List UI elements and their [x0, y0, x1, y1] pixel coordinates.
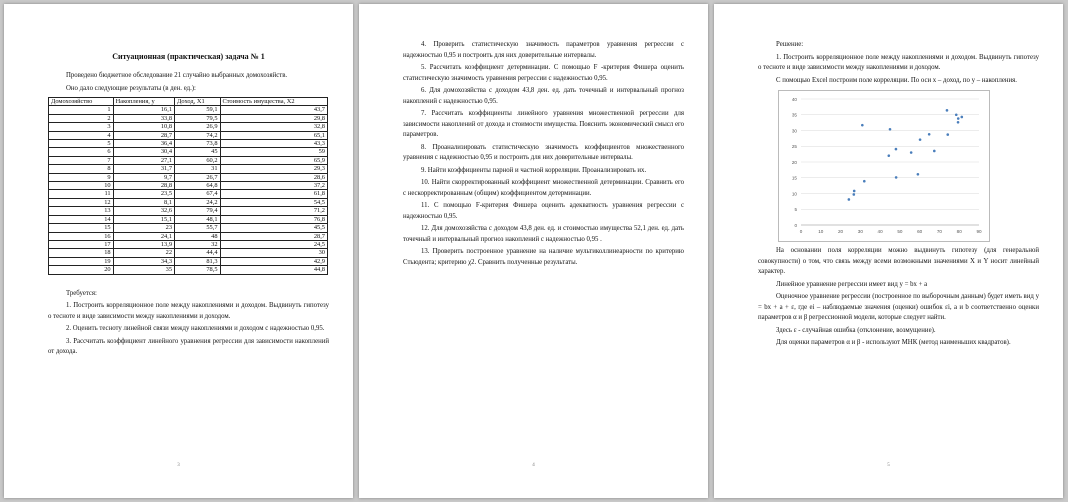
- table-cell: 43,7: [220, 106, 327, 114]
- table-cell: 10: [49, 182, 114, 190]
- table-cell: 28,8: [113, 182, 174, 190]
- table-row: [49, 173, 328, 181]
- table-cell: 24,5: [220, 240, 327, 248]
- table-cell: 2: [49, 114, 114, 122]
- data-point: [888, 154, 891, 157]
- table-cell: 55,7: [175, 224, 221, 232]
- table-cell: 64,8: [175, 182, 221, 190]
- table-cell: 30,4: [113, 148, 174, 156]
- data-point: [895, 148, 898, 151]
- table-row: [49, 106, 328, 114]
- table-cell: 76,8: [220, 215, 327, 223]
- table-header-cell: Доход, X1: [175, 98, 221, 106]
- page-3: [714, 4, 1063, 498]
- table-row: [49, 165, 328, 173]
- table-cell: 37,2: [220, 182, 327, 190]
- solution-title: Решение:: [776, 41, 804, 48]
- task-item: 7. Рассчитать коэффициенты линейного уравнения множественной регрессии для зависимости накоплений от дохода и стоимости имущества. Пояснить экономический смысл его параметров.: [403, 110, 684, 138]
- x-tick-label: 40: [877, 229, 883, 234]
- data-point: [933, 150, 936, 153]
- data-point: [957, 121, 960, 124]
- data-point: [863, 180, 866, 183]
- data-point: [919, 138, 922, 141]
- table-row: [49, 198, 328, 206]
- table-cell: 9,7: [113, 173, 174, 181]
- table-cell: 79,5: [175, 114, 221, 122]
- estimate-text: Оценочное уравнение регрессии (построенное по выборочным данным) будет иметь вид y = bx + a + ε, где ei – наблюдаемые значения (оценки) ошибок εi, а и b соответственно оценки параметров α и β регрессионной модели, которые следует найти.: [758, 293, 1039, 321]
- task-item: 11. С помощью F-критерия Фишера оценить адекватность уравнения регрессии с надежностью 0,95.: [403, 202, 684, 220]
- solution-step-1: 1. Построить корреляционное поле между накоплениями и доходом. Выдвинуть гипотезу о тесноте и виде зависимости между накоплениями и доходом.: [758, 53, 1039, 71]
- x-tick-label: 90: [976, 229, 982, 234]
- table-cell: 32,8: [220, 123, 327, 131]
- table-cell: 71,2: [220, 207, 327, 215]
- table-row: [49, 240, 328, 248]
- x-tick-label: 20: [837, 229, 844, 234]
- table-cell: 60,2: [175, 156, 221, 164]
- table-cell: 78,5: [175, 266, 221, 274]
- table-cell: 8,1: [113, 198, 174, 206]
- task-item: 6. Для домохозяйства с доходом 43,8 ден. ед. дать точечный и интервальный прогноз накоплений с надежностью 0,95.: [403, 87, 684, 105]
- data-point: [928, 133, 931, 136]
- table-cell: 65,1: [220, 131, 327, 139]
- task-item: 12. Для домохозяйства с доходом 43,8 ден. ед. и стоимостью имущества 52,1 ден. ед. дать точечный и интервальный прогноз накоплений с надежностью 0,95 .: [403, 225, 684, 243]
- table-cell: 59,1: [175, 106, 221, 114]
- table-cell: 17: [49, 240, 114, 248]
- data-point: [848, 198, 851, 201]
- y-tick-label: 15: [791, 175, 797, 181]
- requirement-1: 1. Построить корреляционное поле между накоплениями и доходом. Выдвинуть гипотезу о тесноте и виде зависимости между накоплениями и доходом.: [48, 302, 329, 320]
- table-cell: 48: [175, 232, 221, 240]
- hypothesis-text: На основании поля корреляции можно выдвинуть гипотезу (для генеральной совокупности) о том, что связь между всеми возможными значениями X и Y носит линейный характер.: [758, 247, 1039, 275]
- table-cell: 31,7: [113, 165, 174, 173]
- y-tick-label: 10: [791, 191, 797, 197]
- table-cell: 19: [49, 257, 114, 265]
- chart-svg: [779, 91, 989, 241]
- y-tick-label: 30: [791, 128, 797, 134]
- table-cell: 29,3: [220, 165, 327, 173]
- table-cell: 26,7: [175, 173, 221, 181]
- data-table: [48, 97, 328, 275]
- task-item: 8. Проанализировать статистическую значимость коэффициентов множественного уравнения с надежностью 0,95 и построить для них доверительные интервалы.: [403, 143, 684, 161]
- table-cell: 74,2: [175, 131, 221, 139]
- data-point: [853, 190, 856, 193]
- table-cell: 28,6: [220, 173, 327, 181]
- table-cell: 30: [220, 249, 327, 257]
- table-cell: 12: [49, 198, 114, 206]
- table-cell: 33,8: [113, 114, 174, 122]
- table-cell: 18: [49, 249, 114, 257]
- table-cell: 45,5: [220, 224, 327, 232]
- page-number: 3: [177, 463, 180, 468]
- ols-text: Для оценки параметров α и β - используют МНК (метод наименьших квадратов).: [776, 339, 1011, 346]
- table-cell: 13: [49, 207, 114, 215]
- table-cell: 32,6: [113, 207, 174, 215]
- task-item: 10. Найти скорректированный коэффициент множественной детерминации. Сравнить его с нескорректированным (общим) коэффициентом детерминации.: [403, 179, 684, 197]
- table-cell: 6: [49, 148, 114, 156]
- data-point: [955, 113, 958, 116]
- data-point: [895, 176, 898, 179]
- table-cell: 59: [220, 148, 327, 156]
- table-cell: 23: [113, 224, 174, 232]
- task-item: 13. Проверить построенное уравнение на наличие мультиколлинеарности по критерию Стьюдента; критерию χ2. Сравнить полученные результаты.: [403, 248, 684, 266]
- table-header-cell: Домохозяйство: [49, 98, 114, 106]
- x-tick-label: 10: [818, 229, 824, 234]
- data-point: [946, 109, 949, 112]
- table-cell: 8: [49, 165, 114, 173]
- table-row: [49, 114, 328, 122]
- table-row: [49, 123, 328, 131]
- y-tick-label: 40: [791, 96, 797, 102]
- table-cell: 81,3: [175, 257, 221, 265]
- table-row: [49, 131, 328, 139]
- data-point: [960, 116, 963, 119]
- table-row: [49, 148, 328, 156]
- task-item: 5. Рассчитать коэффициент детерминации. С помощью F -критерия Фишера оценить статистическую значимость уравнения регрессии с надежностью 0,95.: [403, 64, 684, 82]
- y-tick-label: 5: [794, 207, 797, 213]
- table-cell: 32: [175, 240, 221, 248]
- table-cell: 20: [49, 266, 114, 274]
- x-tick-label: 0: [799, 229, 803, 234]
- page-number: 4: [532, 463, 535, 468]
- table-cell: 11: [49, 190, 114, 198]
- table-row: [49, 249, 328, 257]
- table-cell: 10,8: [113, 123, 174, 131]
- table-row: [49, 266, 328, 274]
- table-row: [49, 257, 328, 265]
- table-cell: 73,8: [175, 140, 221, 148]
- table-cell: 1: [49, 106, 114, 114]
- table-cell: 42,9: [220, 257, 327, 265]
- table-row: [49, 190, 328, 198]
- table-cell: 16: [49, 232, 114, 240]
- equation-text: Линейное уравнение регрессии имеет вид y = bx + a: [776, 280, 928, 288]
- x-tick-label: 60: [917, 229, 923, 234]
- y-tick-label: 35: [791, 112, 797, 118]
- requirement-3: 3. Рассчитать коэффициент линейного уравнения регрессии для зависимости накоплений от дохода.: [48, 337, 329, 356]
- page-2: [359, 4, 708, 498]
- table-cell: 36,4: [113, 140, 174, 148]
- table-cell: 28,7: [113, 131, 174, 139]
- y-tick-label: 25: [791, 144, 797, 150]
- table-cell: 43,3: [220, 140, 327, 148]
- intro-text: Проведено бюджетное обследование 21 случайно выбранных домохозяйств.: [66, 72, 288, 79]
- table-cell: 13,9: [113, 240, 174, 248]
- table-cell: 67,4: [175, 190, 221, 198]
- data-point: [889, 128, 892, 131]
- table-cell: 5: [49, 140, 114, 148]
- data-point: [946, 133, 949, 136]
- table-cell: 79,4: [175, 207, 221, 215]
- table-row: [49, 215, 328, 223]
- data-point: [917, 173, 920, 176]
- table-cell: 26,9: [175, 123, 221, 131]
- data-point: [853, 193, 856, 196]
- table-cell: 14: [49, 215, 114, 223]
- table-cell: 15: [49, 224, 114, 232]
- requirements-title: Требуется:: [66, 289, 97, 297]
- table-cell: 27,1: [113, 156, 174, 164]
- table-cell: 4: [49, 131, 114, 139]
- table-cell: 35: [113, 266, 174, 274]
- table-cell: 48,1: [175, 215, 221, 223]
- y-tick-label: 0: [794, 222, 797, 228]
- task-item: 9. Найти коэффициенты парной и частной корреляции. Проанализировать их.: [421, 166, 647, 174]
- table-cell: 24,1: [113, 232, 174, 240]
- table-cell: 15,1: [113, 215, 174, 223]
- table-row: [49, 207, 328, 215]
- table-cell: 9: [49, 173, 114, 181]
- solution-text: С помощью Excel построим поле корреляции. По оси х – доход, по у – накопления.: [776, 76, 1017, 84]
- table-cell: 7: [49, 156, 114, 164]
- x-tick-label: 80: [956, 229, 962, 234]
- table-cell: 45: [175, 148, 221, 156]
- table-cell: 65,9: [220, 156, 327, 164]
- page-number: 5: [887, 463, 890, 468]
- intro-text-2: Оно дало следующие результаты (в ден. ед.):: [66, 84, 196, 92]
- x-tick-label: 30: [857, 229, 863, 234]
- table-header-cell: Стоимость имущества, X2: [220, 98, 327, 106]
- error-text: Здесь ε - случайная ошибка (отклонение, возмущение).: [776, 326, 936, 334]
- table-row: [49, 140, 328, 148]
- table-cell: 16,1: [113, 106, 174, 114]
- data-point: [861, 124, 864, 127]
- task-title: Ситуационная (практическая) задача № 1: [112, 52, 265, 61]
- scatter-chart: [778, 90, 990, 242]
- x-tick-label: 50: [897, 229, 903, 234]
- table-cell: 44,8: [220, 266, 327, 274]
- table-cell: 31: [175, 165, 221, 173]
- data-point: [957, 117, 960, 120]
- table-row: [49, 224, 328, 232]
- table-cell: 29,8: [220, 114, 327, 122]
- page-1: [4, 4, 353, 498]
- table-cell: 28,7: [220, 232, 327, 240]
- table-cell: 24,2: [175, 198, 221, 206]
- task-item: 4. Проверить статистическую значимость параметров уравнения регрессии с надежностью 0,95 и построить для них доверительные интервалы.: [403, 41, 684, 59]
- table-cell: 3: [49, 123, 114, 131]
- data-point: [910, 151, 913, 154]
- requirement-2: 2. Оценить тесноту линейной связи между накоплениями и доходом с надежностью 0,95.: [66, 325, 325, 333]
- x-tick-label: 70: [936, 229, 943, 234]
- table-cell: 54,5: [220, 198, 327, 206]
- table-row: [49, 182, 328, 190]
- table-cell: 44,4: [175, 249, 221, 257]
- y-tick-label: 20: [791, 159, 797, 165]
- table-cell: 34,3: [113, 257, 174, 265]
- table-cell: 23,5: [113, 190, 174, 198]
- table-cell: 61,8: [220, 190, 327, 198]
- table-cell: 22: [113, 249, 174, 257]
- table-header-cell: Накопления, у: [113, 98, 174, 106]
- table-row: [49, 156, 328, 164]
- table-row: [49, 232, 328, 240]
